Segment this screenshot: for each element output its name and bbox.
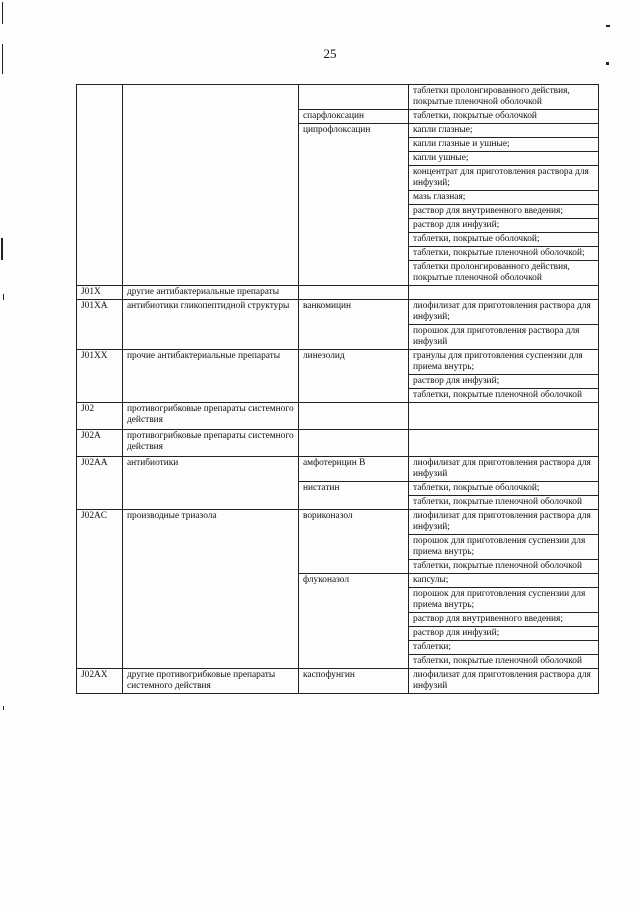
dosage-form-cell: раствор для внутривенного введения;: [409, 613, 599, 627]
table-row: [77, 669, 599, 694]
drug-name-cell: спарфлоксацин: [299, 110, 409, 124]
drug-name-cell: вориконазол: [299, 510, 409, 574]
dosage-form-cell: таблетки, покрытые пленочной оболочкой: [409, 389, 599, 403]
atc-code-cell: J01XX: [77, 350, 123, 403]
scan-artifact: [3, 294, 4, 300]
dosage-form-cell: [409, 403, 599, 430]
dosage-form-cell: лиофилизат для приготовления раствора для инфузий: [409, 457, 599, 482]
drug-name-cell: амфотерицин В: [299, 457, 409, 482]
atc-code-cell: J02AC: [77, 510, 123, 669]
dosage-form-cell: порошок для приготовления раствора для инфузий: [409, 325, 599, 350]
table-row: [77, 457, 599, 482]
atc-code-cell: J02A: [77, 430, 123, 457]
drug-table: [76, 84, 599, 694]
scan-artifact: [2, 2, 3, 24]
page-number: 25: [323, 46, 337, 61]
table-row: [77, 85, 599, 110]
drug-name-cell: [299, 430, 409, 457]
drug-name-cell: линезолид: [299, 350, 409, 403]
dosage-form-cell: концентрат для приготовления раствора для инфузий;: [409, 166, 599, 191]
dosage-form-cell: капли глазные и ушные;: [409, 138, 599, 152]
table-row: [77, 350, 599, 375]
atc-code-cell: J02AX: [77, 669, 123, 694]
drug-name-cell: ванкомицин: [299, 300, 409, 350]
scan-artifact: [1, 238, 3, 260]
group-name-cell: прочие антибактериальные препараты: [123, 350, 299, 403]
dosage-form-cell: раствор для инфузий;: [409, 375, 599, 389]
dosage-form-cell: таблетки, покрытые пленочной оболочкой: [409, 496, 599, 510]
dosage-form-cell: лиофилизат для приготовления раствора для инфузий;: [409, 300, 599, 325]
dosage-form-cell: лиофилизат для приготовления раствора для инфузий;: [409, 510, 599, 535]
group-name-cell: другие антибактериальные препараты: [123, 286, 299, 300]
group-name-cell: другие противогрибковые препараты системного действия: [123, 669, 299, 694]
atc-code-cell: J01XA: [77, 300, 123, 350]
table-row: [77, 430, 599, 457]
dosage-form-cell: капли ушные;: [409, 152, 599, 166]
atc-code-cell: J01X: [77, 286, 123, 300]
table-row: [77, 403, 599, 430]
atc-code-cell: [77, 85, 123, 286]
dosage-form-cell: таблетки, покрытые пленочной оболочкой: [409, 560, 599, 574]
dosage-form-cell: мазь глазная;: [409, 191, 599, 205]
group-name-cell: антибиотики гликопептидной структуры: [123, 300, 299, 350]
dosage-form-cell: таблетки, покрытые оболочкой;: [409, 233, 599, 247]
dosage-form-cell: капли глазные;: [409, 124, 599, 138]
drug-name-cell: каспофунгин: [299, 669, 409, 694]
table-row: [77, 510, 599, 535]
dosage-form-cell: раствор для инфузий;: [409, 627, 599, 641]
drug-name-cell: флуконазол: [299, 574, 409, 669]
dosage-form-cell: раствор для инфузий;: [409, 219, 599, 233]
dosage-form-cell: таблетки пролонгированного действия, покрытые пленочной оболочкой: [409, 85, 599, 110]
drug-name-cell: [299, 403, 409, 430]
dosage-form-cell: таблетки, покрытые оболочкой: [409, 110, 599, 124]
dosage-form-cell: таблетки;: [409, 641, 599, 655]
table-row: [77, 286, 599, 300]
dosage-form-cell: таблетки пролонгированного действия, покрытые пленочной оболочкой: [409, 261, 599, 286]
drug-name-cell: ципрофлоксацин: [299, 124, 409, 286]
dosage-form-cell: гранулы для приготовления суспензии для приема внутрь;: [409, 350, 599, 375]
dosage-form-cell: лиофилизат для приготовления раствора для инфузий: [409, 669, 599, 694]
scan-artifact: [606, 62, 609, 65]
table-row: [77, 300, 599, 325]
dosage-form-cell: капсулы;: [409, 574, 599, 588]
scan-artifact: [606, 25, 610, 27]
group-name-cell: антибиотики: [123, 457, 299, 510]
group-name-cell: [123, 85, 299, 286]
dosage-form-cell: таблетки, покрытые пленочной оболочкой;: [409, 247, 599, 261]
dosage-form-cell: [409, 430, 599, 457]
drug-name-cell: [299, 286, 409, 300]
dosage-form-cell: таблетки, покрытые пленочной оболочкой: [409, 655, 599, 669]
dosage-form-cell: порошок для приготовления суспензии для приема внутрь;: [409, 588, 599, 613]
drug-name-cell: нистатин: [299, 482, 409, 510]
group-name-cell: противогрибковые препараты системного действия: [123, 403, 299, 430]
dosage-form-cell: [409, 286, 599, 300]
atc-code-cell: J02AA: [77, 457, 123, 510]
drug-name-cell: [299, 85, 409, 110]
atc-code-cell: J02: [77, 403, 123, 430]
dosage-form-cell: порошок для приготовления суспензии для приема внутрь;: [409, 535, 599, 560]
group-name-cell: производные триазола: [123, 510, 299, 669]
scan-artifact: [3, 706, 4, 710]
dosage-form-cell: раствор для внутривенного введения;: [409, 205, 599, 219]
dosage-form-cell: таблетки, покрытые оболочкой;: [409, 482, 599, 496]
group-name-cell: противогрибковые препараты системного действия: [123, 430, 299, 457]
